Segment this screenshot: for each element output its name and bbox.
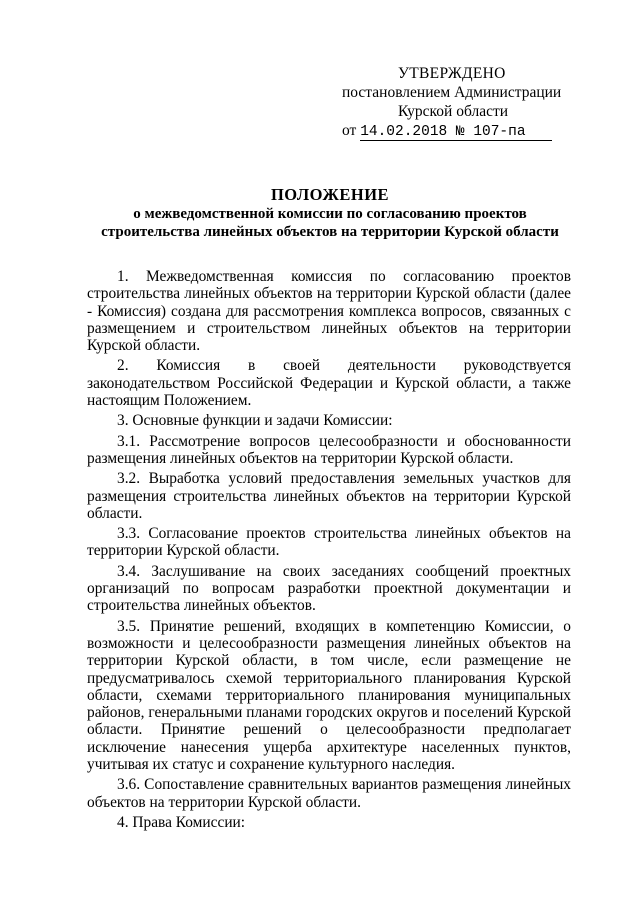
- paragraph-3-2: 3.2. Выработка условий предоставления земельных участков для размещения строительства линейных объектов на территории Курской области.: [87, 470, 571, 522]
- document-subtitle-line-1: о межведомственной комиссии по согласованию проектов: [133, 206, 527, 222]
- paragraph-3-6: 3.6. Сопоставление сравнительных вариантов размещения линейных объектов на территории Курской области.: [87, 776, 571, 811]
- paragraph-3-1: 3.1. Рассмотрение вопросов целесообразности и обоснованности размещения линейных объектов на территории Курской области.: [87, 432, 571, 467]
- approval-date-value: 14.02.2018 № 107-па: [360, 124, 551, 141]
- approval-line-region: Курской области: [398, 103, 509, 120]
- paragraph-1: 1. Межведомственная комиссия по согласованию проектов строительства линейных объектов на территории Курской области (далее - Комиссия) создана для рассмотрения комплекса вопросов, связанных с размещением и строительством линейных объектов на территории Курской области.: [87, 268, 571, 355]
- approval-date-prefix: от: [342, 122, 357, 139]
- document-body: [87, 268, 571, 834]
- document-heading: [80, 185, 580, 241]
- paragraph-3-5: 3.5. Принятие решений, входящих в компетенцию Комиссии, о возможности и целесообразности размещения линейных объектов на территории Курской области, в том числе, если размещение не предусматривалось схемой территориального планирования Курской области, схемами территориального планирования муниципальных районов, генеральными планами городских округов и поселений Курской области. Принятие решений о целесообразности предполагает исключение нанесения ущерба архитектуре населенных пунктов, учитывая их статус и сохранение культурного наследия.: [87, 617, 571, 774]
- paragraph-3-4: 3.4. Заслушивание на своих заседаниях сообщений проектных организаций по вопросам разработки проектной документации и строительства линейных объектов.: [87, 562, 571, 615]
- approval-title: УТВЕРЖДЕНО: [398, 65, 506, 82]
- paragraph-3-3: 3.3. Согласование проектов строительства линейных объектов на территории Курской области.: [87, 525, 571, 560]
- paragraph-4: 4. Права Комиссии:: [117, 813, 246, 831]
- paragraph-3: 3. Основные функции и задачи Комиссии:: [117, 412, 393, 430]
- approval-stamp: [342, 64, 582, 142]
- approval-line-resolution: постановлением Администрации: [342, 84, 562, 101]
- approval-date-line: [342, 121, 582, 142]
- document-subtitle-line-2: строительства линейных объектов на территории Курской области: [101, 224, 559, 240]
- document-title: ПОЛОЖЕНИЕ: [270, 185, 390, 204]
- paragraph-2: 2. Комиссия в своей деятельности руководствуется законодательством Российской Федерации и Курской области, а также настоящим Положением.: [87, 357, 571, 410]
